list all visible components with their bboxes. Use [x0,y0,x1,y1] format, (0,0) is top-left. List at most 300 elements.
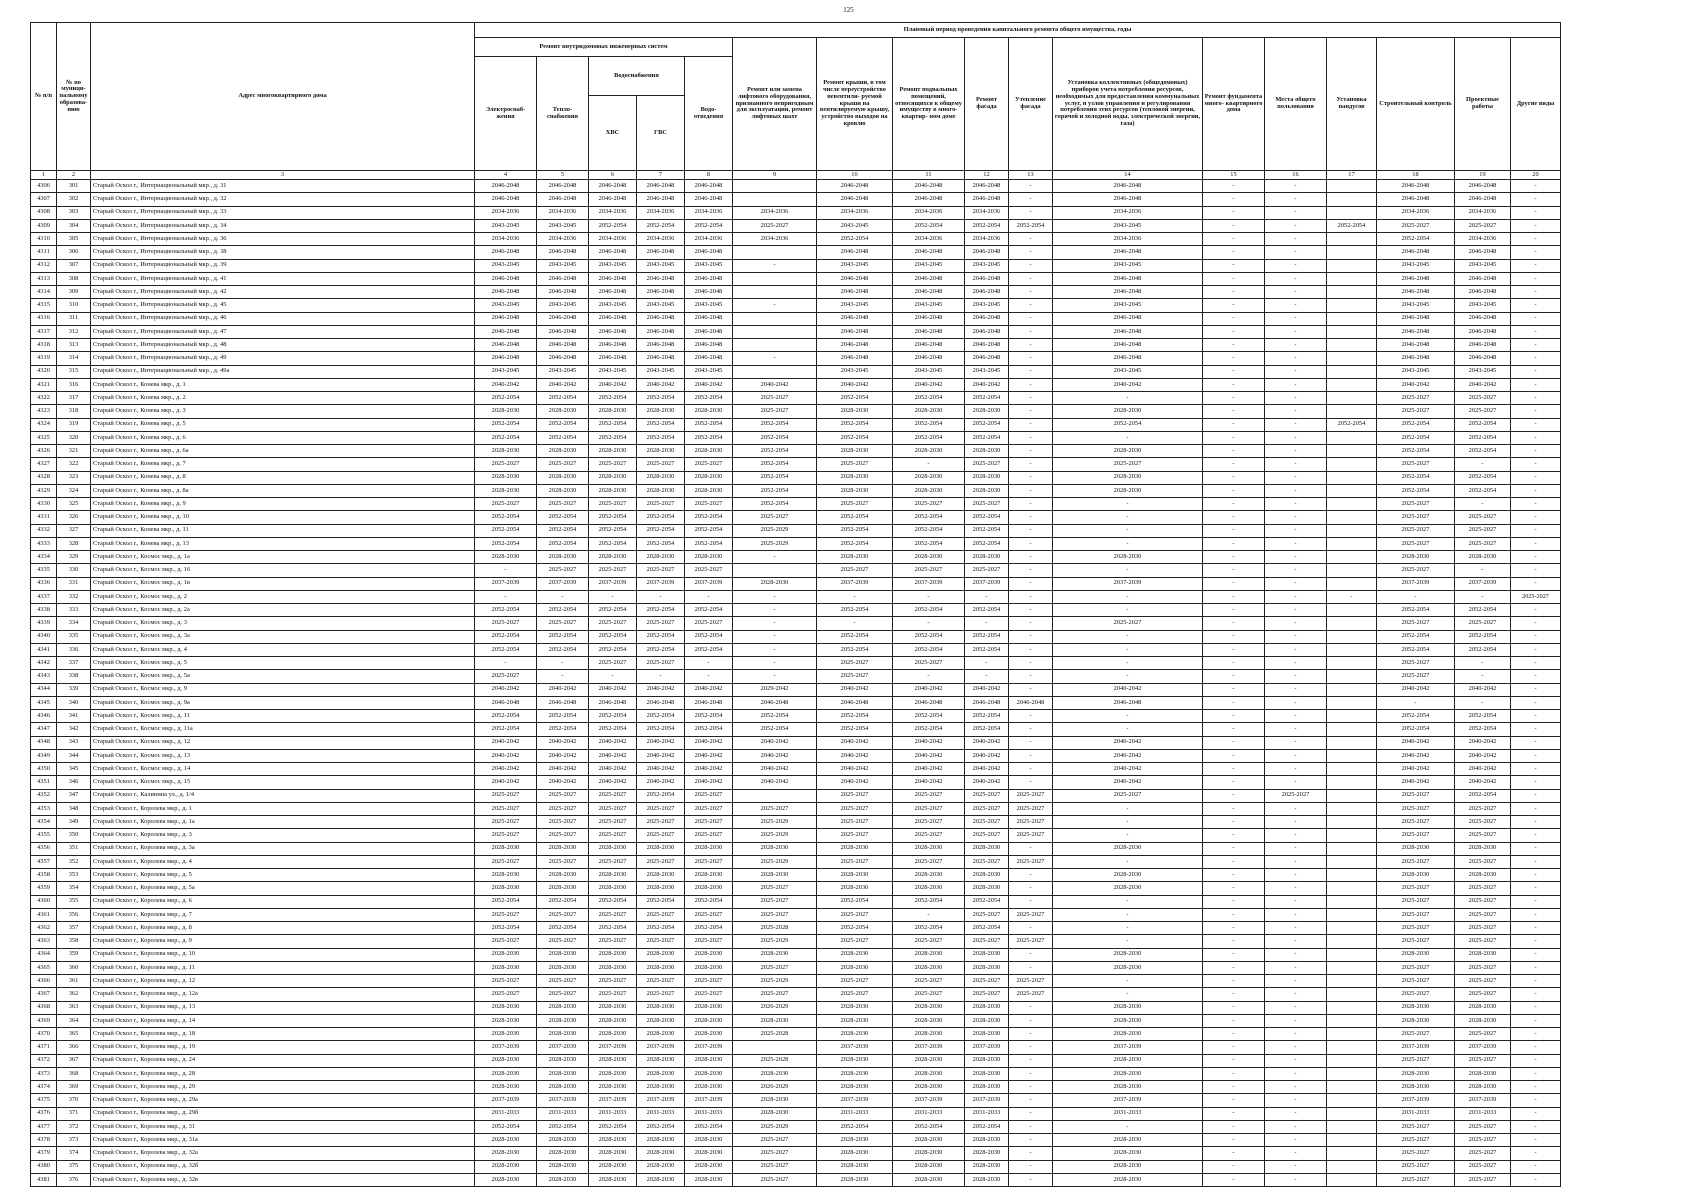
table-cell: 2028-2030 [589,1054,637,1067]
table-cell: - [1203,392,1265,405]
table-cell: 2025-2027 [1377,829,1455,842]
table-cell: 2034-2036 [893,206,965,219]
table-cell: 2028-2030 [475,471,537,484]
table-cell: 2025-2027 [475,789,537,802]
table-cell: - [1265,816,1327,829]
table-cell: 2040-2042 [637,736,685,749]
table-cell: 2037-2039 [965,1094,1009,1107]
table-cell: 2025-2027 [817,458,893,471]
table-cell: 2052-2054 [637,431,685,444]
table-cell: 2025-2027 [537,564,589,577]
table-cell: - [1009,1107,1053,1120]
table-cell: 2040-2042 [1455,749,1511,762]
table-cell: 2052-2054 [475,630,537,643]
table-cell [1327,882,1377,895]
header-common-places: Места общего пользования [1265,38,1327,171]
table-cell: 2028-2030 [589,948,637,961]
table-cell: 4342 [31,657,57,670]
table-cell: 2028-2030 [893,1160,965,1173]
table-cell: 2028-2030 [685,961,733,974]
table-cell: 2052-2054 [733,431,817,444]
table-cell: - [537,670,589,683]
table-cell: - [1265,948,1327,961]
table-cell: 2031-2033 [475,1107,537,1120]
table-cell: 365 [57,1028,91,1041]
table-cell: 2028-2030 [685,1147,733,1160]
table-cell: 2025-2027 [1377,935,1455,948]
table-cell: 2052-2054 [733,484,817,497]
table-cell: 2052-2054 [965,431,1009,444]
table-cell: 2028-2030 [475,948,537,961]
table-cell: 4331 [31,511,57,524]
table-cell: - [733,657,817,670]
table-row [31,431,1561,444]
table-cell: 2028-2030 [893,948,965,961]
table-cell: - [1203,1107,1265,1120]
table-cell: 2025-2027 [733,392,817,405]
table-cell: - [1511,286,1561,299]
table-cell: 2052-2054 [589,418,637,431]
header-electric: Электроснаб- жения [475,57,537,171]
table-cell: - [1203,259,1265,272]
table-cell: 2046-2048 [589,246,637,259]
table-cell [1327,617,1377,630]
table-cell: 355 [57,895,91,908]
table-row [31,1094,1561,1107]
table-cell: 2052-2054 [1009,219,1053,232]
table-cell: 2052-2054 [537,511,589,524]
address-cell: Старый Оскол г., Космос мкр., д. 14 [91,763,475,776]
table-cell: 2034-2036 [965,233,1009,246]
table-cell: 318 [57,405,91,418]
table-cell: - [1053,922,1203,935]
table-cell: 2031-2033 [637,1107,685,1120]
table-cell: - [1009,723,1053,736]
table-cell: 2025-2027 [475,670,537,683]
table-cell: 4368 [31,1001,57,1014]
table-cell: 4351 [31,776,57,789]
table-cell: - [1265,233,1327,246]
table-cell: 2028-2030 [1455,1001,1511,1014]
table-cell [1327,643,1377,656]
table-cell: 2046-2048 [893,352,965,365]
column-number: 17 [1327,171,1377,180]
table-cell: 2026-2029 [733,1081,817,1094]
table-cell: - [1511,233,1561,246]
table-cell [1327,378,1377,391]
address-cell: Старый Оскол г., Космос мкр., д. 2 [91,590,475,603]
table-cell: 2046-2048 [817,272,893,285]
table-cell: 2052-2054 [685,524,733,537]
table-cell: 2052-2054 [1377,233,1455,246]
table-cell: 2040-2042 [475,378,537,391]
table-cell: 2040-2042 [733,378,817,391]
table-cell: - [1009,392,1053,405]
table-cell: 2025-2027 [1455,816,1511,829]
table-cell: 2052-2054 [1455,604,1511,617]
table-cell: 339 [57,683,91,696]
address-cell: Старый Оскол г., Королева мкр., д. 28 [91,1067,475,1080]
table-cell: 2025-2027 [589,975,637,988]
table-cell: 2034-2036 [1053,206,1203,219]
table-cell: 4311 [31,246,57,259]
table-cell: 2046-2048 [1455,286,1511,299]
table-cell: 2028-2030 [965,405,1009,418]
table-cell: 2040-2042 [685,776,733,789]
table-cell: 2028-2030 [589,1014,637,1027]
table-cell: - [893,617,965,630]
table-cell: 2037-2039 [1455,577,1511,590]
table-cell: - [1053,392,1203,405]
table-cell: - [1511,1001,1561,1014]
table-cell: 2025-2027 [1455,908,1511,921]
table-cell: 4340 [31,630,57,643]
table-cell: 2028-2030 [637,1134,685,1147]
table-cell: 2037-2039 [475,1041,537,1054]
table-cell: 2040-2042 [733,736,817,749]
table-cell: 2052-2054 [475,431,537,444]
table-cell: 2040-2042 [1455,683,1511,696]
table-row [31,272,1561,285]
table-cell: - [1203,378,1265,391]
table-cell: - [1511,299,1561,312]
table-cell: 2052-2054 [733,723,817,736]
table-cell: 2028-2030 [637,1014,685,1027]
table-cell: 2052-2054 [475,524,537,537]
table-cell: 308 [57,272,91,285]
table-row [31,1160,1561,1173]
table-cell: 2028-2030 [475,445,537,458]
table-cell: 2025-2027 [1455,1134,1511,1147]
table-cell: 2034-2036 [537,206,589,219]
header-construction-control: Строительный контроль [1377,38,1455,171]
table-cell: 2040-2042 [589,749,637,762]
table-cell: 2031-2033 [1053,1107,1203,1120]
table-cell: 2025-2027 [685,935,733,948]
table-cell: - [1203,458,1265,471]
address-cell: Старый Оскол г., Конева мкр., д. 3 [91,405,475,418]
table-cell: 2028-2030 [637,551,685,564]
table-cell: - [1511,378,1561,391]
table-cell: 2052-2054 [965,392,1009,405]
table-cell: - [1511,1120,1561,1133]
table-cell: 2025-2027 [1455,895,1511,908]
table-cell: 2037-2039 [893,577,965,590]
table-cell: 2028-2030 [817,1147,893,1160]
table-cell: - [1265,299,1327,312]
table-row [31,789,1561,802]
table-cell: 2040-2042 [817,683,893,696]
address-cell: Старый Оскол г., Интернациональный мкр., д. 33 [91,206,475,219]
table-cell: 2025-2027 [817,908,893,921]
table-row [31,352,1561,365]
table-cell: 304 [57,219,91,232]
table-cell [1327,392,1377,405]
table-cell: - [1009,948,1053,961]
table-cell: 326 [57,511,91,524]
address-cell: Старый Оскол г., Королева мкр., д. 29б [91,1107,475,1120]
table-cell [1327,776,1377,789]
table-cell: - [1009,869,1053,882]
table-cell: 2025-2027 [1455,1120,1511,1133]
table-cell: 2046-2048 [685,352,733,365]
table-cell: 2028-2030 [475,405,537,418]
table-cell: - [1511,696,1561,709]
capital-repair-schedule-table [30,22,1561,1187]
table-cell: 2052-2054 [589,604,637,617]
table-cell: 2025-2027 [685,617,733,630]
table-cell: 2025-2027 [817,670,893,683]
table-cell: 2052-2054 [893,922,965,935]
table-cell [1327,604,1377,617]
table-cell [1327,564,1377,577]
header-sewer: Водо- отведения [685,57,733,171]
table-cell: 2028-2030 [965,948,1009,961]
table-cell: - [1009,180,1053,193]
table-cell: - [965,670,1009,683]
table-cell: 2025-2027 [589,935,637,948]
table-cell: 2043-2045 [1377,259,1455,272]
table-cell: 2028-2030 [893,1081,965,1094]
table-cell: 2046-2048 [1009,696,1053,709]
table-cell: 4337 [31,590,57,603]
table-cell: - [1053,1120,1203,1133]
table-cell: 2046-2048 [637,180,685,193]
table-cell: 2052-2054 [1455,643,1511,656]
table-cell: 2040-2042 [1053,749,1203,762]
table-cell: 2037-2039 [965,577,1009,590]
table-cell: 2052-2054 [965,418,1009,431]
table-cell: 2040-2042 [475,749,537,762]
table-row [31,604,1561,617]
table-cell: 2028-2030 [685,1014,733,1027]
table-cell: 2028-2030 [1377,1081,1455,1094]
address-cell: Старый Оскол г., Интернациональный мкр., д. 45 [91,299,475,312]
address-cell: Старый Оскол г., Конева мкр., д. 9 [91,498,475,511]
table-cell [1327,816,1377,829]
table-cell: 2037-2039 [637,1094,685,1107]
table-cell: 2028-2030 [589,1160,637,1173]
table-cell: - [1203,511,1265,524]
table-cell: 2025-2027 [1455,1160,1511,1173]
table-cell: 4373 [31,1067,57,1080]
table-cell: 2025-2027 [1377,1028,1455,1041]
table-cell: 2025-2027 [475,498,537,511]
table-cell [1327,710,1377,723]
table-cell: 2040-2042 [1377,776,1455,789]
table-row [31,551,1561,564]
table-cell: 2052-2054 [817,630,893,643]
table-cell: 2028-2030 [637,1173,685,1186]
table-cell: 2046-2048 [475,272,537,285]
table-cell: 2052-2054 [685,392,733,405]
table-cell: 2040-2042 [637,749,685,762]
address-cell: Старый Оскол г., Королева мкр., д. 1а [91,816,475,829]
table-cell: 2052-2054 [475,392,537,405]
table-cell: 2052-2054 [1377,418,1455,431]
table-cell: 2025-2027 [637,802,685,815]
table-cell: 2028-2030 [965,1001,1009,1014]
table-cell: 2046-2048 [733,696,817,709]
table-cell: 2052-2054 [537,418,589,431]
table-cell: - [1203,749,1265,762]
table-cell: 317 [57,392,91,405]
table-cell: - [1265,1120,1327,1133]
table-cell: 4317 [31,325,57,338]
table-cell [1327,352,1377,365]
table-cell: 2028-2030 [1053,1014,1203,1027]
table-cell: - [1511,935,1561,948]
column-number: 16 [1265,171,1327,180]
table-cell: 2046-2048 [637,696,685,709]
table-cell: 2052-2054 [893,643,965,656]
table-cell: 2028-2030 [893,551,965,564]
table-cell: 2046-2048 [1053,286,1203,299]
table-cell: - [1511,723,1561,736]
address-cell: Старый Оскол г., Королева мкр., д. 3а [91,842,475,855]
table-row [31,895,1561,908]
table-cell: 2025-2027 [1455,537,1511,550]
header-municipal-number: № по муници- пальному образова- нию [57,23,91,171]
table-cell: 2025-2027 [733,961,817,974]
table-cell: 2037-2039 [965,1041,1009,1054]
table-cell: 2028-2030 [589,551,637,564]
table-cell: 2052-2054 [893,511,965,524]
table-cell: 2028-2030 [965,1134,1009,1147]
table-cell: 2028-2030 [637,1160,685,1173]
table-cell [1327,180,1377,193]
table-cell: 2046-2048 [965,352,1009,365]
table-cell: 2028-2030 [685,551,733,564]
table-cell [1327,259,1377,272]
table-cell: 2025-2027 [1455,392,1511,405]
table-cell: 2028-2030 [475,961,537,974]
table-cell: 2025-2027 [893,975,965,988]
table-cell: - [1265,935,1327,948]
table-cell: 2025-2027 [1377,1120,1455,1133]
table-cell: - [1053,802,1203,815]
table-cell: 4370 [31,1028,57,1041]
table-cell: - [1203,1160,1265,1173]
table-cell: 2025-2027 [1511,590,1561,603]
table-cell: 366 [57,1041,91,1054]
table-cell: 2028-2030 [685,484,733,497]
table-cell: 2046-2048 [1053,352,1203,365]
table-cell: 2025-2027 [1009,975,1053,988]
address-cell: Старый Оскол г., Королева мкр., д. 32б [91,1160,475,1173]
table-cell: 2025-2027 [637,564,685,577]
table-cell: 2028-2030 [537,1134,589,1147]
table-cell: - [1009,776,1053,789]
table-cell: 2043-2045 [685,259,733,272]
table-cell: - [1009,1041,1053,1054]
table-cell: 2043-2045 [685,299,733,312]
address-cell: Старый Оскол г., Интернациональный мкр., д. 32 [91,193,475,206]
table-cell: - [1265,736,1327,749]
table-cell: - [1265,511,1327,524]
table-cell: 2025-2027 [1455,935,1511,948]
table-cell: - [1511,511,1561,524]
table-cell: 2052-2054 [1377,445,1455,458]
table-cell: 2028-2030 [637,882,685,895]
table-cell: 2025-2027 [685,498,733,511]
address-cell: Старый Оскол г., Космос мкр., д. 5 [91,657,475,670]
table-cell: 2025-2027 [637,816,685,829]
table-cell [1327,312,1377,325]
table-cell: 2052-2054 [685,1120,733,1133]
table-cell: 2046-2048 [475,246,537,259]
table-cell: - [1511,180,1561,193]
table-cell: 2025-2027 [893,816,965,829]
table-cell: 2028-2030 [475,551,537,564]
table-cell: 2046-2048 [637,193,685,206]
table-cell: 2052-2054 [537,392,589,405]
table-cell: 2052-2054 [1455,471,1511,484]
table-cell: - [1053,723,1203,736]
table-cell: - [1265,696,1327,709]
table-cell: 2046-2048 [637,352,685,365]
table-cell: - [1009,471,1053,484]
table-cell: 2025-2027 [1377,392,1455,405]
table-cell: - [1203,816,1265,829]
table-cell: 2028-2030 [589,961,637,974]
table-cell: 2028-2030 [589,1001,637,1014]
table-cell: - [1009,1120,1053,1133]
table-cell: 2043-2045 [537,259,589,272]
table-cell: - [1203,802,1265,815]
table-cell: 2028-2030 [537,1081,589,1094]
table-cell: 2025-2027 [1455,975,1511,988]
table-cell: 2028-2030 [537,1147,589,1160]
table-cell: - [1203,431,1265,444]
address-cell: Старый Оскол г., Интернациональный мкр., д. 41 [91,272,475,285]
table-cell: 2025-2027 [1377,524,1455,537]
table-cell: - [1203,1014,1265,1027]
table-cell: - [1511,445,1561,458]
table-cell [1327,206,1377,219]
table-cell: 2025-2027 [685,829,733,842]
table-cell: 2046-2048 [893,286,965,299]
table-cell: 2028-2030 [475,1173,537,1186]
table-cell: - [1053,895,1203,908]
table-cell: - [733,670,817,683]
table-cell: 4377 [31,1120,57,1133]
table-cell: 2046-2048 [637,246,685,259]
table-row [31,180,1561,193]
table-cell: 2052-2054 [475,418,537,431]
table-cell: 2028-2030 [965,1173,1009,1186]
table-cell: 2052-2054 [637,537,685,550]
table-cell: - [1265,895,1327,908]
table-cell: 327 [57,524,91,537]
table-cell: - [1203,206,1265,219]
table-cell: 2052-2054 [637,643,685,656]
table-cell: 357 [57,922,91,935]
table-cell: 4346 [31,710,57,723]
table-cell: - [475,564,537,577]
table-cell: 2028-2030 [965,842,1009,855]
table-cell: 2034-2036 [685,233,733,246]
table-cell: 2025-2027 [637,988,685,1001]
table-cell: 2040-2042 [733,749,817,762]
table-cell: 2040-2042 [685,736,733,749]
table-cell: 2040-2042 [1455,378,1511,391]
table-cell: 2025-2027 [589,829,637,842]
table-cell: 2025-2027 [1377,882,1455,895]
table-cell: 2028-2030 [893,1001,965,1014]
table-cell: 2028-2030 [1053,471,1203,484]
table-cell: 2040-2042 [817,378,893,391]
